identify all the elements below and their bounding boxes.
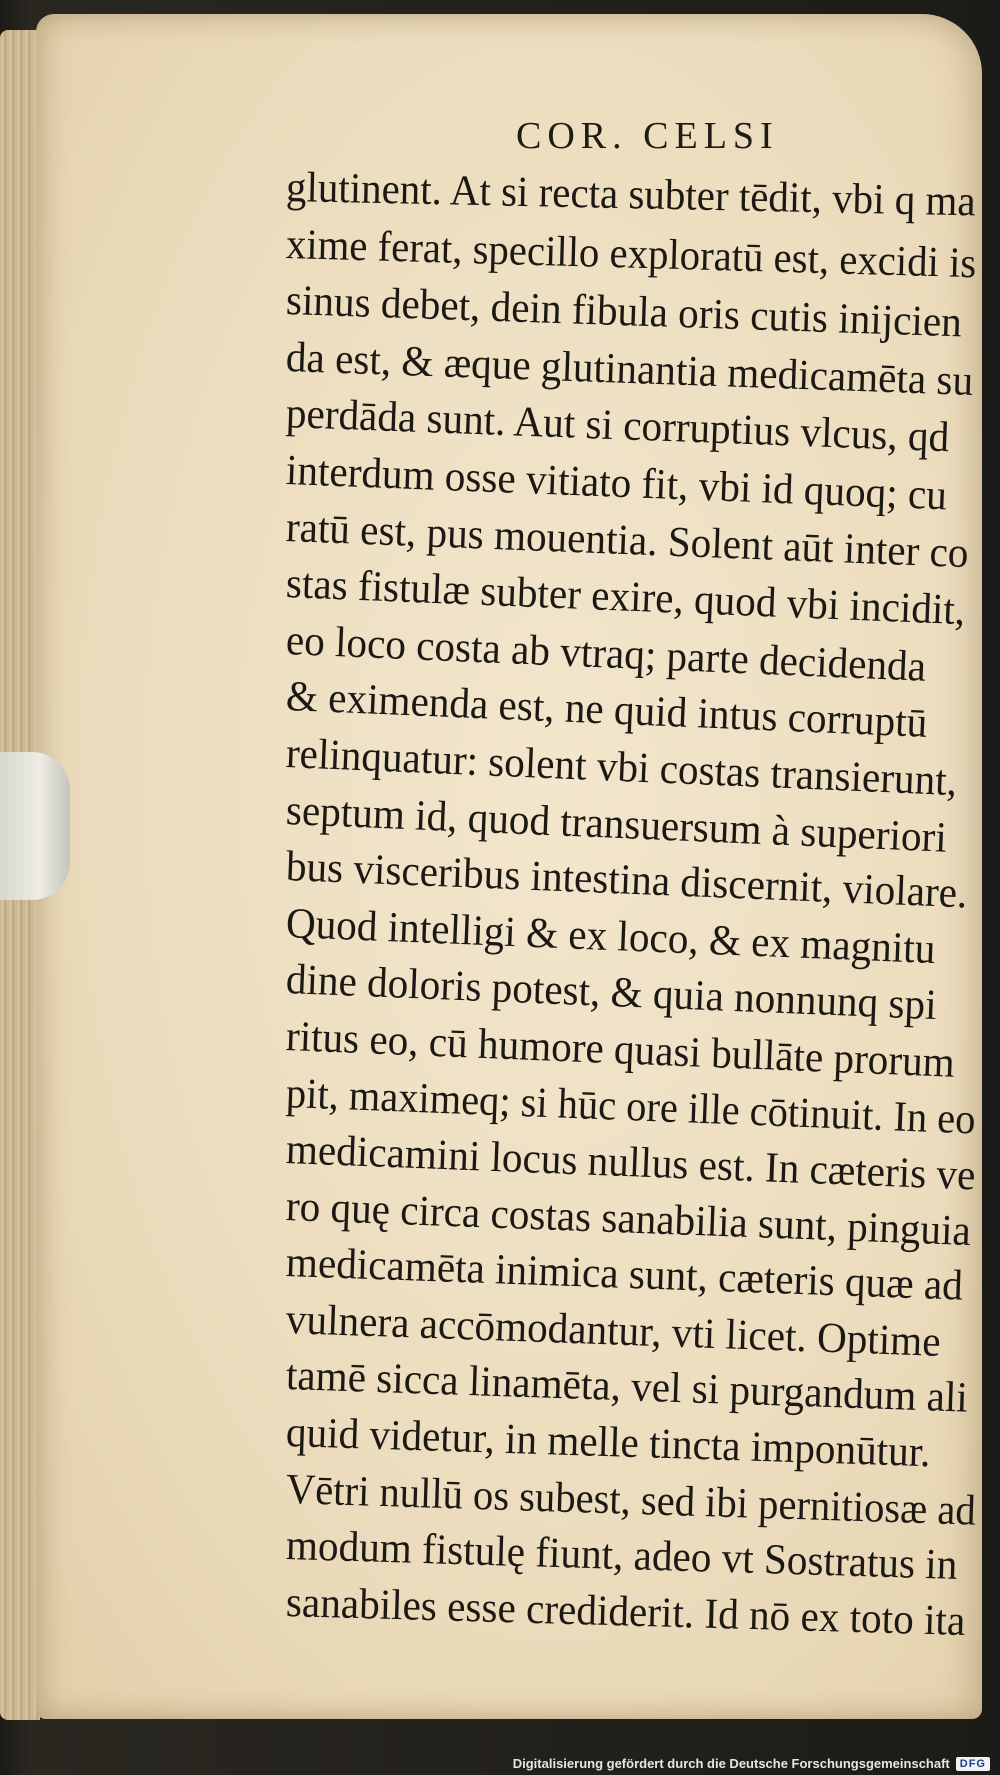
text-line: bus visceribus intestina discernit, violare. xyxy=(285,843,969,918)
text-line: ro quę circa costas sanabilia sunt, pinguia xyxy=(285,1182,972,1255)
text-line: da est, & æque glutinantia medicamēta su xyxy=(285,333,974,405)
text-line: medicamini locus nullus est. In cæteris ve xyxy=(285,1126,977,1200)
text-line: modum fistulę fiunt, adeo vt Sostratus in xyxy=(285,1522,959,1590)
text-line: stas fistulæ subter exire, quod vbi incidit, xyxy=(285,560,967,635)
text-line: dine doloris potest, & quia nonnunq spi xyxy=(285,956,938,1030)
running-head: COR. CELSI xyxy=(516,115,779,157)
page-clip xyxy=(0,752,70,900)
text-line: eo loco costa ab vtraq; parte decidenda xyxy=(285,616,927,691)
text-line: sinus debet, dein fibula oris cutis inijcien xyxy=(285,277,963,347)
text-line: relinquatur: solent vbi costas transierunt, xyxy=(285,729,958,806)
text-line: septum id, quod transuersum à superiori xyxy=(285,786,948,862)
book-page xyxy=(36,14,982,1719)
text-line: pit, maximeq; si hūc ore ille cōtinuit. In eo xyxy=(285,1069,977,1143)
text-line: quid videtur, in melle tincta imponūtur. xyxy=(285,1409,932,1477)
text-line: xime ferat, specillo exploratū est, excidi is xyxy=(285,220,977,287)
text-line: & eximenda est, ne quid intus corruptū xyxy=(285,673,929,748)
text-line: sanabiles esse crediderit. Id nō ex toto ita xyxy=(285,1578,966,1645)
text-line: vulnera accōmodantur, vti licet. Optime xyxy=(285,1295,942,1366)
text-line: glutinent. At si recta subter tēdit, vbi q ma xyxy=(285,164,977,226)
footer-credit xyxy=(513,1756,990,1771)
dfg-logo: DFG xyxy=(956,1757,990,1771)
text-line: Quod intelligi & ex loco, & ex magnitu xyxy=(285,899,937,973)
text-line: Vētri nullū os subest, sed ibi pernitiosæ ad xyxy=(285,1465,977,1535)
text-line: medicamēta inimica sunt, cæteris quæ ad xyxy=(285,1239,964,1310)
body-text xyxy=(285,160,1000,1645)
text-line: perdāda sunt. Aut si corruptius vlcus, qd xyxy=(285,390,951,462)
text-line: ritus eo, cū humore quasi bullāte prorum xyxy=(285,1012,956,1087)
text-line: ratū est, pus mouentia. Solent aūt inter co xyxy=(285,503,970,577)
text-line: interdum osse vitiato fit, vbi id quoq; cu xyxy=(285,446,948,520)
footer-credit-text: Digitalisierung gefördert durch die Deutsche Forschungsgemeinschaft xyxy=(512,1756,950,1771)
text-line: tamē sicca linamēta, vel si purgandum ali xyxy=(285,1352,969,1423)
